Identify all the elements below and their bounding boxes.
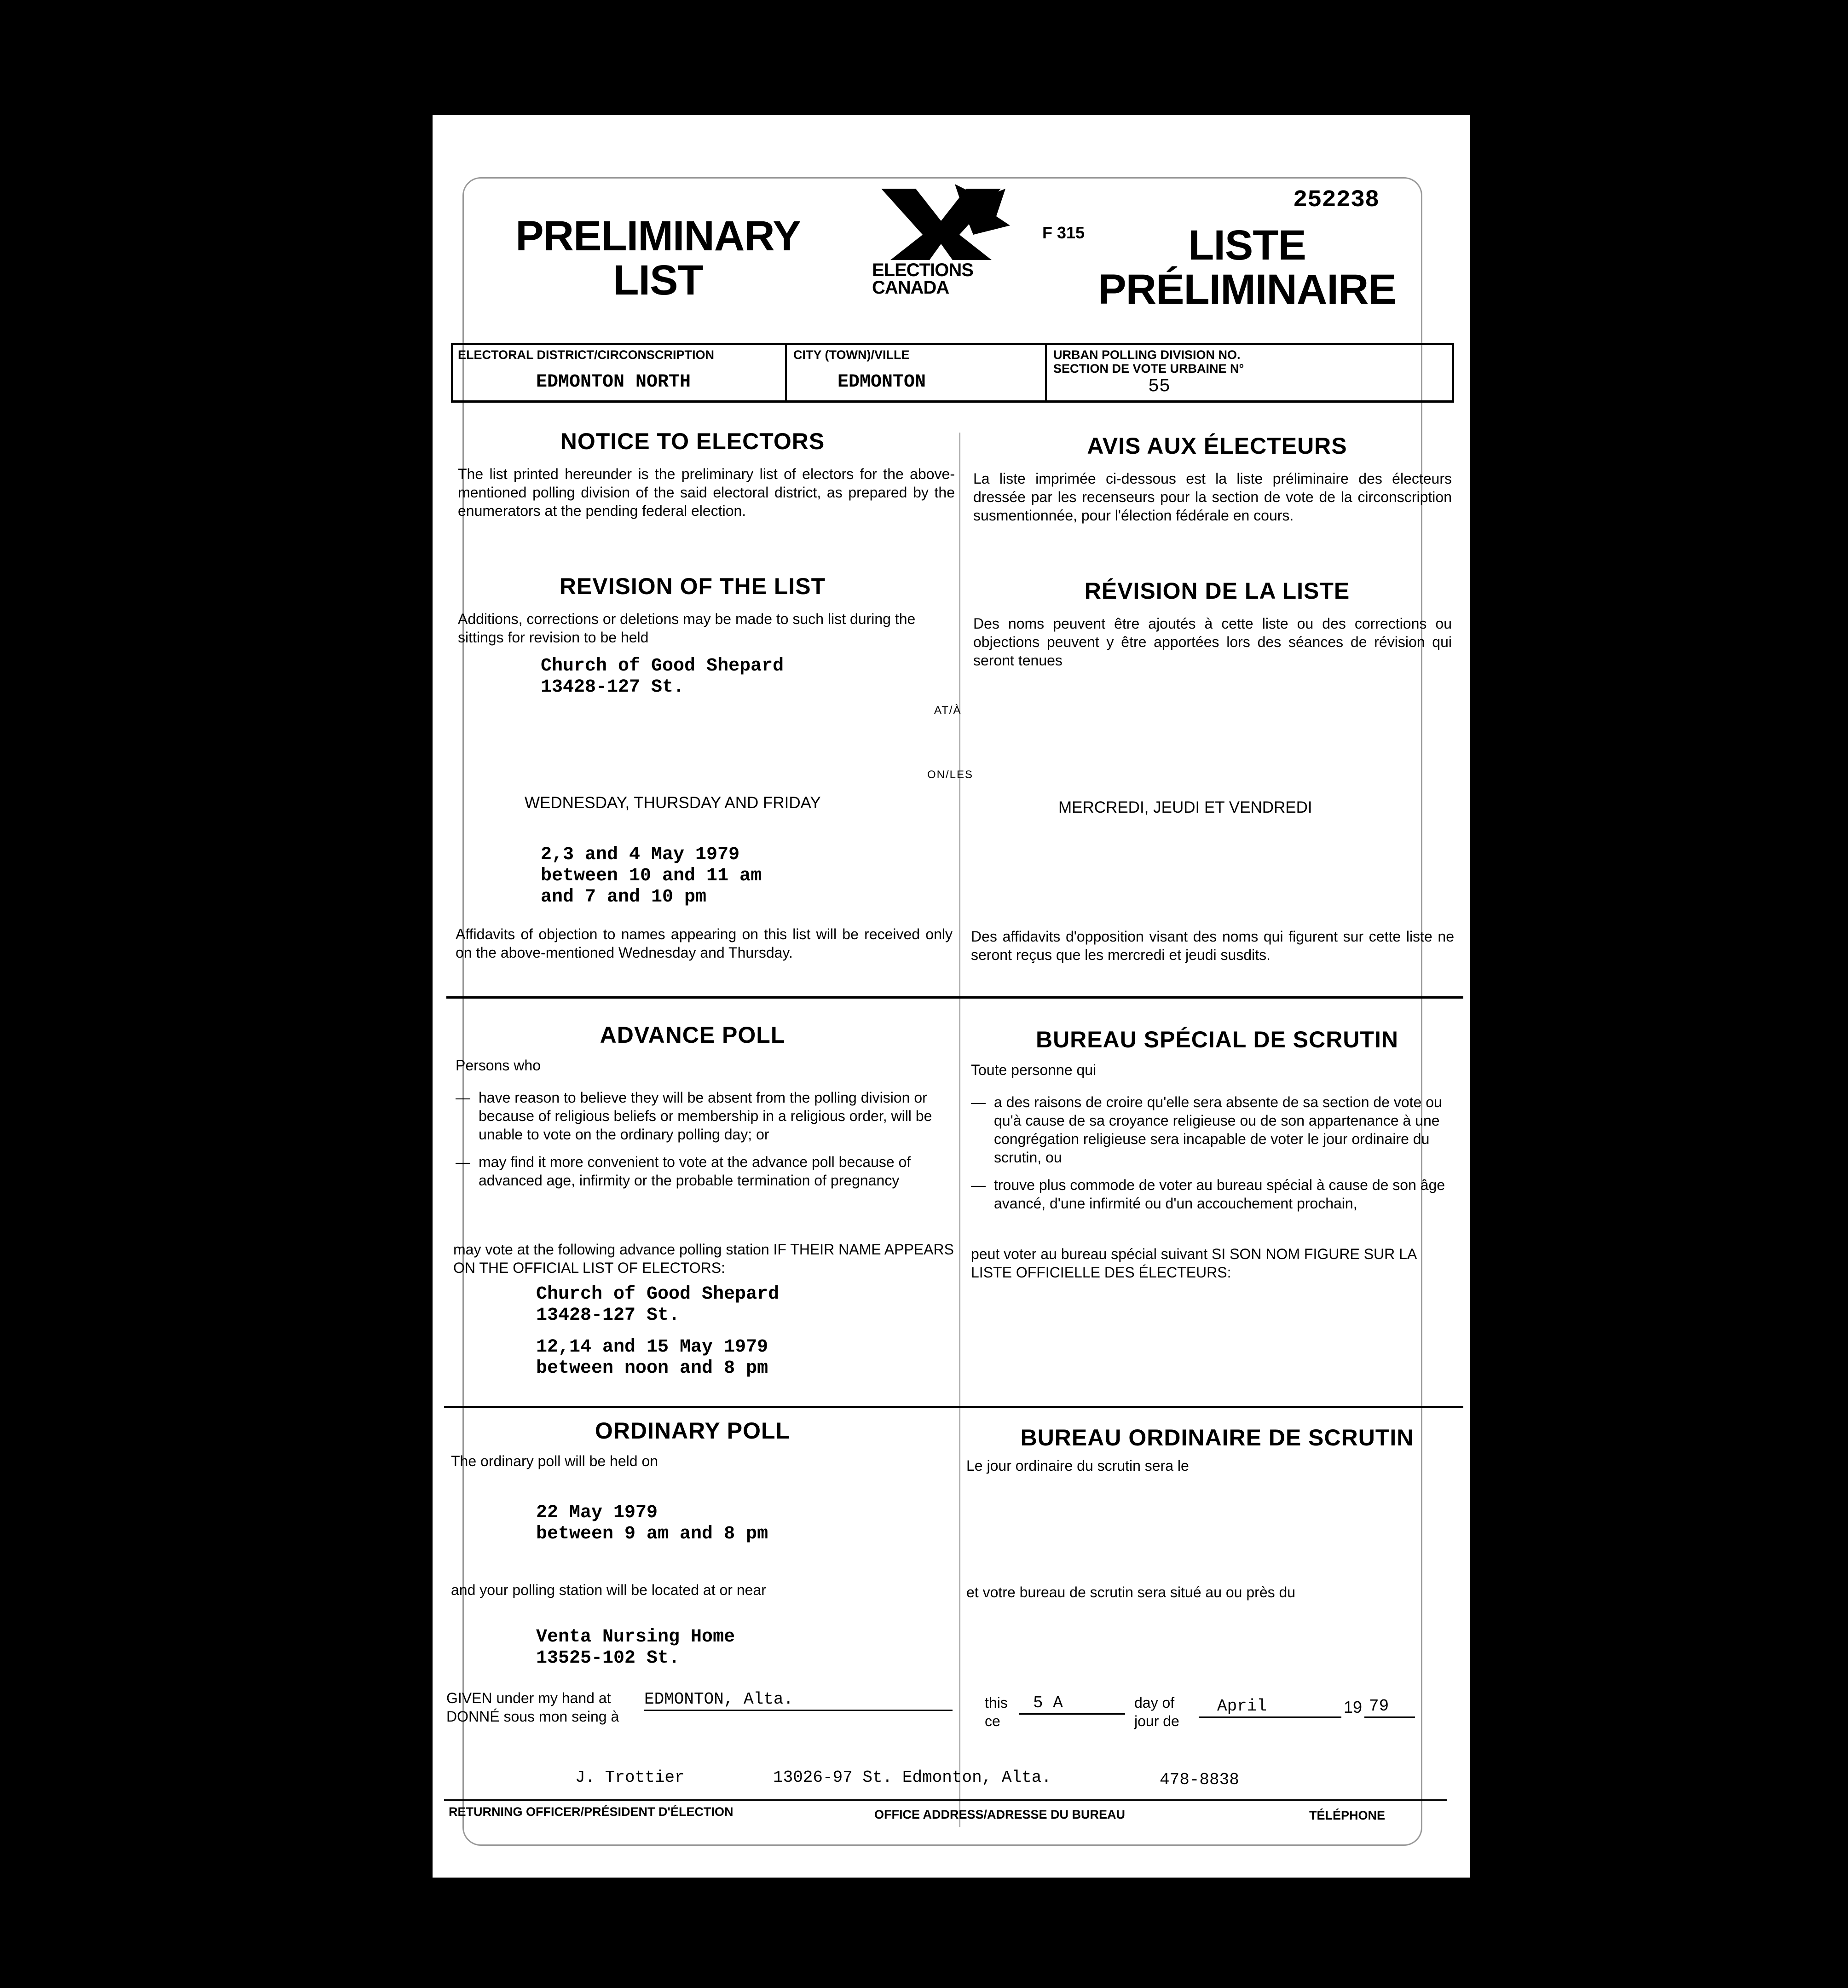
this-label <box>985 1693 1008 1730</box>
month-field <box>1199 1696 1341 1718</box>
city-cell <box>787 345 1047 400</box>
ordinary-date-line1: 22 May 1979 <box>536 1503 658 1523</box>
notice-text-fr: La liste imprimée ci-dessous est la liste préliminaire des électeurs dressée par les recenseurs pour la section de vote de la circonscription susmentionnée, pour l'élection fédérale en cours. <box>973 470 1452 524</box>
month-value: April <box>1217 1697 1267 1716</box>
title-en-line1: PRELIMINARY <box>515 213 801 260</box>
ordinary-station-fr: et votre bureau de scrutin sera situé au ou près du <box>966 1584 1296 1601</box>
district-value: EDMONTON NORTH <box>536 372 691 393</box>
ordinary-intro-fr: Le jour ordinaire du scrutin sera le <box>966 1457 1189 1474</box>
telephone-value: 478-8838 <box>1160 1770 1239 1789</box>
day-value: 5 A <box>1033 1693 1063 1712</box>
telephone-label: TÉLÉPHONE <box>1309 1809 1386 1822</box>
ordinary-location-line1: Venta Nursing Home <box>536 1627 735 1647</box>
dayof-label-fr: jour de <box>1134 1713 1179 1729</box>
revision-location <box>541 656 784 698</box>
elections-canada-logo <box>872 184 1010 298</box>
ordinary-intro-en: The ordinary poll will be held on <box>451 1453 658 1469</box>
footer-rule <box>444 1799 1447 1801</box>
dayof-label <box>1134 1693 1179 1730</box>
this-label-fr: ce <box>985 1713 1000 1729</box>
advance-location-line1: Church of Good Shepard <box>536 1284 780 1305</box>
title-fr-line2: PRÉLIMINAIRE <box>1098 266 1396 313</box>
column-divider <box>959 433 960 1827</box>
section-divider-2 <box>444 1406 1463 1408</box>
maple-leaf-x-icon <box>872 184 1010 262</box>
advance-list-en <box>456 1088 953 1199</box>
advance-item1-fr: — a des raisons de croire qu'elle sera absente de sa section de vote ou qu'à cause de sa croyance religieuse ou de son appartenance à une congrégation religieuse sera incapable de voter le jour ordinaire du scrutin, ou <box>971 1093 1456 1167</box>
document-sheet <box>433 115 1470 1878</box>
advance-location-line2: 13428-127 St. <box>536 1305 680 1326</box>
notice-title-en: NOTICE TO ELECTORS <box>560 428 825 454</box>
revision-text-en: Additions, corrections or deletions may be made to such list during the sittings for revision to be held <box>458 611 916 646</box>
given-place-value: EDMONTON, Alta. <box>644 1690 794 1709</box>
ordinary-station-en: and your polling station will be located at or near <box>451 1582 766 1598</box>
title-en-line2: LIST <box>613 257 703 304</box>
affidavit-text-fr: Des affidavits d'opposition visant des noms qui figurent sur cette liste ne seront reçus que les mercredi et jeudi susdits. <box>971 928 1454 963</box>
revision-location-line1: Church of Good Shepard <box>541 656 784 676</box>
year-prefix: 19 <box>1344 1698 1363 1716</box>
advance-item1-en: — have reason to believe they will be absent from the polling division or because of religious beliefs or membership in a religious order, will be unable to vote on the ordinary polling day; or <box>456 1088 953 1144</box>
title-fr-line1: LISTE <box>1188 222 1306 269</box>
revision-dates <box>541 844 762 908</box>
ordinary-location-line2: 13525-102 St. <box>536 1648 680 1669</box>
city-label: CITY (TOWN)/VILLE <box>793 348 910 362</box>
notice-text-en: The list printed hereunder is the preliminary list of electors for the above-mentioned polling division of the said electoral district, as prepared by the enumerators at the pending federal election. <box>458 466 955 519</box>
officer-label: RETURNING OFFICER/PRÉSIDENT D'ÉLECTION <box>449 1805 733 1819</box>
advance-outro-fr: peut voter au bureau spécial suivant SI SON NOM FIGURE SUR LA LISTE OFFICIELLE DES ÉLECTEURS: <box>971 1246 1416 1281</box>
division-cell <box>1047 345 1452 400</box>
advance-dates-line1: 12,14 and 15 May 1979 <box>536 1337 768 1358</box>
section-divider-1 <box>446 996 1463 999</box>
advance-title-en: ADVANCE POLL <box>600 1022 785 1048</box>
notice-title-fr: AVIS AUX ÉLECTEURS <box>1087 433 1347 459</box>
logo-text-elections: ELECTIONS <box>872 260 973 280</box>
advance-item2-fr: — trouve plus commode de voter au bureau spécial à cause de son âge avancé, d'une infirmité ou d'un accouchement prochain, <box>971 1176 1456 1213</box>
day-field <box>1019 1693 1125 1715</box>
advance-intro-fr: Toute personne qui <box>971 1062 1097 1078</box>
advance-intro-en: Persons who <box>456 1057 541 1074</box>
given-place-field <box>644 1689 953 1711</box>
title-en <box>502 214 814 302</box>
header-info-box <box>451 343 1454 403</box>
city-value: EDMONTON <box>837 372 926 393</box>
revision-title-en: REVISION OF THE LIST <box>559 573 826 599</box>
advance-dates-line2: between noon and 8 pm <box>536 1358 768 1379</box>
serial-number: 252238 <box>1293 186 1380 214</box>
title-fr <box>1063 223 1431 312</box>
form-code: F 315 <box>1042 223 1085 242</box>
this-label-en: this <box>985 1694 1008 1711</box>
ordinary-date <box>536 1503 768 1545</box>
advance-location <box>536 1284 779 1326</box>
given-label-en: GIVEN under my hand at <box>446 1690 611 1706</box>
year-value: 79 <box>1369 1697 1389 1716</box>
officer-name: J. Trottier <box>575 1768 685 1787</box>
ordinary-date-line2: between 9 am and 8 pm <box>536 1524 768 1544</box>
revision-dates-line3: and 7 and 10 pm <box>541 887 707 907</box>
advance-dates <box>536 1337 768 1379</box>
at-label: AT/À <box>934 704 962 717</box>
division-label-2: SECTION DE VOTE URBAINE N° <box>1053 362 1244 376</box>
revision-location-line2: 13428-127 St. <box>541 677 685 698</box>
advance-item2-en: — may find it more convenient to vote at the advance poll because of advanced age, infirmity or the probable termination of pregnancy <box>456 1153 953 1190</box>
office-address: 13026-97 St. Edmonton, Alta. <box>773 1768 1051 1787</box>
revision-title-fr: RÉVISION DE LA LISTE <box>1084 578 1350 604</box>
affidavit-text-en: Affidavits of objection to names appearing on this list will be received only on the above-mentioned Wednesday and Thursday. <box>456 926 953 961</box>
revision-text-fr: Des noms peuvent être ajoutés à cette liste ou des corrections ou objections peuvent y être apportées lors des séances de révision qui seront tenues <box>973 615 1452 669</box>
advance-list-fr <box>971 1093 1456 1222</box>
advance-outro-en: may vote at the following advance polling station IF THEIR NAME APPEARS ON THE OFFICIAL LIST OF ELECTORS: <box>453 1241 954 1276</box>
division-label-1: URBAN POLLING DIVISION NO. <box>1053 348 1241 362</box>
revision-dates-line2: between 10 and 11 am <box>541 866 762 886</box>
year-field <box>1364 1696 1415 1718</box>
revision-days-fr: MERCREDI, JEUDI ET VENDREDI <box>1058 798 1312 816</box>
district-label: ELECTORAL DISTRICT/CIRCONSCRIPTION <box>458 348 715 362</box>
revision-dates-line1: 2,3 and 4 May 1979 <box>541 844 740 865</box>
ordinary-title-en: ORDINARY POLL <box>595 1418 791 1444</box>
division-value: 55 <box>1148 376 1171 397</box>
revision-days-en: WEDNESDAY, THURSDAY AND FRIDAY <box>525 794 821 812</box>
district-cell <box>453 345 787 400</box>
ordinary-location <box>536 1627 735 1669</box>
given-label-fr: DONNÉ sous mon seing à <box>446 1708 619 1725</box>
ordinary-title-fr: BUREAU ORDINAIRE DE SCRUTIN <box>1020 1425 1414 1451</box>
advance-title-fr: BUREAU SPÉCIAL DE SCRUTIN <box>1035 1027 1399 1052</box>
logo-text-canada: CANADA <box>872 277 949 298</box>
address-label: OFFICE ADDRESS/ADRESSE DU BUREAU <box>874 1808 1126 1821</box>
dayof-label-en: day of <box>1134 1694 1175 1711</box>
on-label: ON/LES <box>927 769 974 781</box>
given-label <box>446 1689 619 1726</box>
